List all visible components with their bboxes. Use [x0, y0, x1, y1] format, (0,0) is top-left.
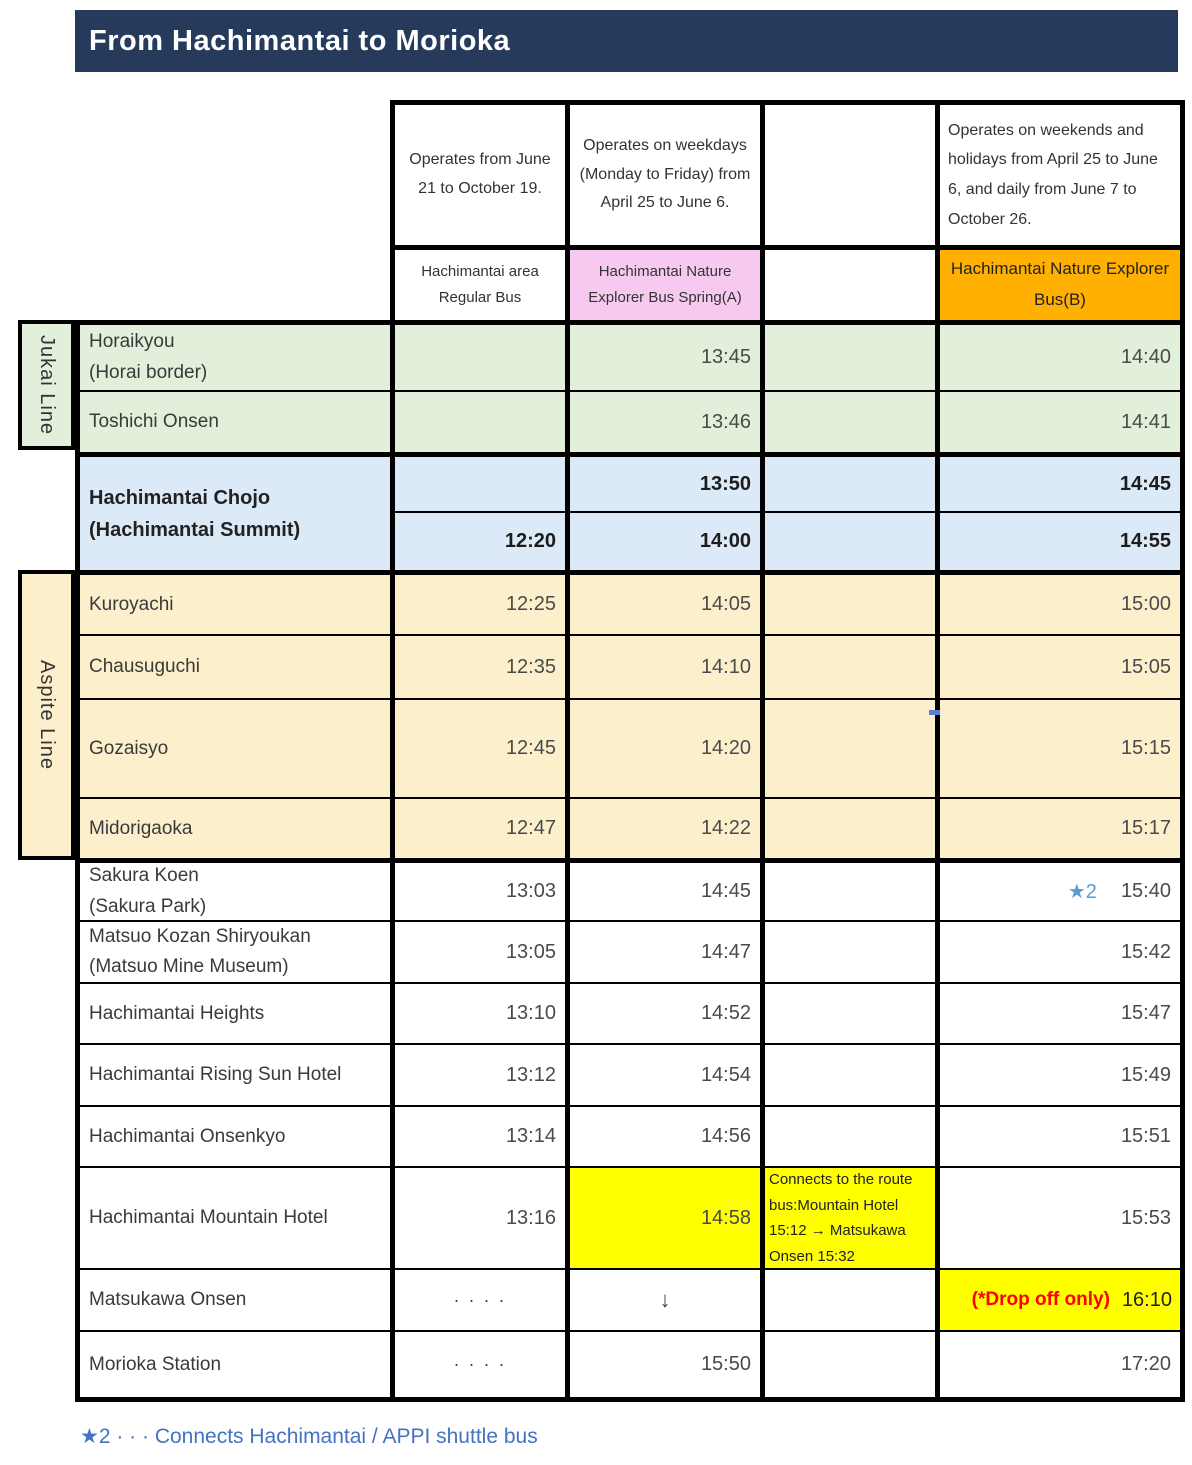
- service-spring-a: Hachimantai Nature Explorer Bus Spring(A): [570, 250, 760, 320]
- drop-off-cell: (*Drop off only) 16:10: [940, 1270, 1180, 1330]
- time-cell: 14:56: [570, 1107, 760, 1166]
- station-rising-sun-hotel: Hachimantai Rising Sun Hotel: [80, 1045, 390, 1105]
- time-cell: 13:14: [395, 1107, 565, 1166]
- time-cell: 14:54: [570, 1045, 760, 1105]
- operates-explorer-b: Operates on weekends and holidays from April 25 to June 6, and daily from June 7 to October 26.: [940, 105, 1180, 245]
- time-cell: 15:15: [940, 700, 1180, 797]
- station-hachimantai-heights: Hachimantai Heights: [80, 984, 390, 1043]
- table-cell-empty: [765, 636, 935, 698]
- time-cell: 13:46: [570, 392, 760, 452]
- time-cell: 14:41: [940, 392, 1180, 452]
- time-cell: 15:05: [940, 636, 1180, 698]
- service-blank: [765, 250, 935, 320]
- table-cell-empty: [765, 392, 935, 452]
- time-cell: 15:47: [940, 984, 1180, 1043]
- time-cell: 14:10: [570, 636, 760, 698]
- station-matsukawa-onsen: Matsukawa Onsen: [80, 1270, 390, 1330]
- time-cell: 15:49: [940, 1045, 1180, 1105]
- station-morioka: Morioka Station: [80, 1332, 390, 1397]
- station-kuroyachi: Kuroyachi: [80, 572, 390, 634]
- time-cell: 14:22: [570, 799, 760, 858]
- table-cell-empty: [765, 984, 935, 1043]
- station-hachimantai-chojo: Hachimantai Chojo (Hachimantai Summit): [80, 454, 390, 570]
- table-cell-empty: [765, 860, 935, 920]
- time-cell: 15:17: [940, 799, 1180, 858]
- time-cell: 14:52: [570, 984, 760, 1043]
- table-cell-empty: [765, 1332, 935, 1397]
- station-gozaisyo: Gozaisyo: [80, 700, 390, 797]
- time-cell: 14:47: [570, 922, 760, 982]
- station-horaikyou: Horaikyou (Horai border): [80, 325, 390, 390]
- service-regular-bus: Hachimantai area Regular Bus: [395, 250, 565, 320]
- drop-off-note: (*Drop off only): [971, 1289, 1110, 1310]
- operates-spring-a: Operates on weekdays (Monday to Friday) from April 25 to June 6.: [570, 105, 760, 245]
- table-cell-empty: [765, 1107, 935, 1166]
- time-cell-highlighted: 14:58: [570, 1168, 760, 1268]
- time-cell: 13:05: [395, 922, 565, 982]
- cursor-artifact: [929, 710, 940, 715]
- table-cell-empty: [765, 1270, 935, 1330]
- operates-regular: Operates from June 21 to October 19.: [395, 105, 565, 245]
- connection-note: Connects to the route bus:Mountain Hotel 15:12 → Matsukawa Onsen 15:32: [765, 1168, 935, 1268]
- time-cell: 12:45: [395, 700, 565, 797]
- time-cell: 15:51: [940, 1107, 1180, 1166]
- station-matsuo-kozan: Matsuo Kozan Shiryoukan (Matsuo Mine Museum): [80, 922, 390, 982]
- station-chausuguchi: Chausuguchi: [80, 636, 390, 698]
- time-cell: 14:00: [570, 513, 760, 570]
- jukai-line-label: Jukai Line: [18, 320, 75, 450]
- table-cell-empty: [765, 513, 935, 570]
- time-cell: 13:10: [395, 984, 565, 1043]
- star2-marker: ★2: [1067, 881, 1097, 903]
- station-hachimantai-onsenkyo: Hachimantai Onsenkyo: [80, 1107, 390, 1166]
- no-service-dots: · · · ·: [395, 1332, 565, 1397]
- table-cell-empty: [765, 325, 935, 390]
- table-cell-empty: [395, 325, 565, 390]
- time-cell: 12:47: [395, 799, 565, 858]
- operates-blank: [765, 105, 935, 245]
- table-cell-empty: [765, 922, 935, 982]
- time-cell: 14:45: [570, 860, 760, 920]
- table-cell-empty: [765, 454, 935, 511]
- time-cell: 13:16: [395, 1168, 565, 1268]
- star2-legend: ★2 · · · Connects Hachimantai / APPI shuttle bus: [80, 1425, 538, 1448]
- page-title: From Hachimantai to Morioka: [75, 10, 1178, 72]
- time-cell: 13:03: [395, 860, 565, 920]
- time-cell: 17:20: [940, 1332, 1180, 1397]
- time-cell: 12:20: [395, 513, 565, 570]
- table-cell-empty: [395, 454, 565, 511]
- time-cell: 14:05: [570, 572, 760, 634]
- table-cell-empty: [765, 572, 935, 634]
- time-cell: 12:25: [395, 572, 565, 634]
- table-cell-empty: [395, 392, 565, 452]
- station-sakura-koen: Sakura Koen (Sakura Park): [80, 860, 390, 920]
- time-cell: 12:35: [395, 636, 565, 698]
- time-cell: 15:50: [570, 1332, 760, 1397]
- service-explorer-b: Hachimantai Nature Explorer Bus(B): [940, 250, 1180, 320]
- time-cell: 14:45: [940, 454, 1180, 511]
- station-toshichi-onsen: Toshichi Onsen: [80, 392, 390, 452]
- time-cell: 14:40: [940, 325, 1180, 390]
- time-cell: 15:42: [940, 922, 1180, 982]
- service-header: [390, 100, 1185, 320]
- pass-through-arrow: ↓: [570, 1270, 760, 1330]
- table-cell-empty: [765, 700, 935, 797]
- station-midorigaoka: Midorigaoka: [80, 799, 390, 858]
- table-cell-empty: [765, 799, 935, 858]
- table-cell-empty: [765, 1045, 935, 1105]
- aspite-line-label: Aspite Line: [18, 570, 75, 860]
- time-cell: 14:55: [940, 513, 1180, 570]
- station-mountain-hotel: Hachimantai Mountain Hotel: [80, 1168, 390, 1268]
- time-cell: 15:53: [940, 1168, 1180, 1268]
- time-cell-with-star: ★2 15:40: [940, 860, 1180, 920]
- time-cell: 13:12: [395, 1045, 565, 1105]
- time-cell: 15:00: [940, 572, 1180, 634]
- time-cell: 14:20: [570, 700, 760, 797]
- no-service-dots: · · · ·: [395, 1270, 565, 1330]
- time-cell: 13:50: [570, 454, 760, 511]
- time-cell: 13:45: [570, 325, 760, 390]
- timetable-grid: [75, 320, 1185, 1402]
